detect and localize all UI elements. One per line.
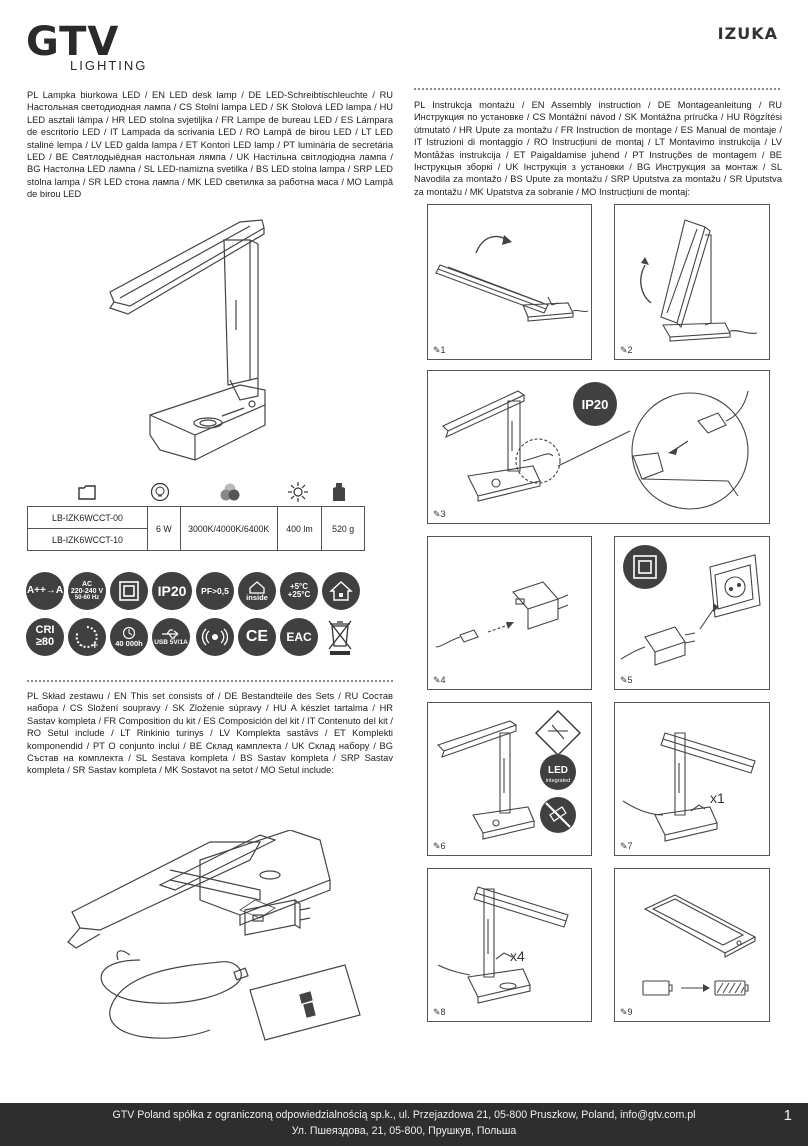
step-3-ip-label: IP20	[581, 397, 609, 412]
step-6-diagram	[428, 703, 591, 855]
step-6-led-label: LED	[548, 765, 568, 776]
product-name: IZUKA	[717, 24, 778, 43]
temp-min: +5°C	[289, 581, 309, 591]
ac-label: AC	[81, 580, 93, 588]
lifetime-label: 40 000h	[115, 639, 143, 649]
eac-label: EAC	[286, 629, 312, 644]
step-number-3: ✎3	[433, 509, 446, 519]
step-panel-2	[614, 204, 770, 360]
step-number-2: ✎2	[620, 345, 633, 355]
step-2-diagram	[615, 205, 769, 359]
ac-voltage-badge	[68, 572, 106, 610]
double-square-icon	[118, 580, 140, 602]
clock-icon	[122, 626, 136, 640]
step-7-diagram	[615, 703, 769, 855]
step-panel-4	[427, 536, 592, 690]
step-number-7: ✎7	[620, 841, 633, 851]
weee-bin-icon	[326, 618, 354, 656]
step-6-integrated-label: integrated	[545, 778, 571, 784]
spec-cct: 3000K/4000K/6400K	[180, 507, 277, 551]
usb-label: USB 5V/1A	[154, 638, 188, 646]
cri-label: CRI	[35, 624, 55, 637]
wireless-charging-badge	[196, 618, 234, 656]
usb-icon	[160, 628, 182, 640]
step-3-diagram	[428, 371, 769, 523]
home-arrow-icon	[329, 580, 353, 602]
eac-badge	[280, 618, 318, 656]
step-panel-7	[614, 702, 770, 856]
svg-text:+: +	[91, 641, 99, 650]
step-panel-9	[614, 868, 770, 1022]
temp-max: +25°C	[287, 590, 311, 599]
color-temperature-icon	[219, 482, 241, 502]
dimming-badge	[68, 618, 106, 656]
brand-logo: GTV	[26, 19, 120, 65]
step-9-diagram	[615, 869, 769, 1021]
pf-badge	[196, 572, 234, 610]
step-5-diagram	[615, 537, 769, 689]
footer-address-ru: Ул. Пшеяздова, 21, 05-800, Прушкув, Польша	[291, 1125, 517, 1137]
svg-text:-: -	[79, 641, 83, 650]
footer-company-address: GTV Poland spółka z ograniczoną odpowiedzialnością sp.k., ul. Przejazdowa 21, 05-800 Pruszkow, Poland, info@gtv.com.pl	[112, 1109, 696, 1121]
power-bulb-icon	[150, 482, 170, 502]
step-8-diagram	[428, 869, 591, 1021]
kit-divider	[27, 680, 393, 682]
step-number-9: ✎9	[620, 1007, 633, 1017]
step-panel-8	[427, 868, 592, 1022]
indoor-badge	[322, 572, 360, 610]
ip20-badge	[152, 572, 192, 610]
weight-icon	[331, 482, 347, 502]
cri-badge	[26, 618, 64, 656]
step-panel-5	[614, 536, 770, 690]
brand-sub: LIGHTING	[70, 58, 148, 73]
indoor-use-badge	[238, 572, 276, 610]
wireless-signal-icon	[202, 628, 228, 646]
page-number: 1	[783, 1107, 792, 1124]
intro-text: PL Lampka biurkowa LED / EN LED desk lamp / DE LED-Schreibtischleuchte / RU Настольная светодиодная лампа / CS Stolní lampa LED / SK Stolová LED lampa / HU LED asztali lámpa / HR LED stolna svjetiljka / FR Lampe de bureau LED / ES Lámpara de escritorio LED / IT Lampada da scrivania LED / RO Lampă de birou LED / LT LED stalinė lempa / LV LED galda lampa / ET Kontori LED lamp / PT luminária de secretária LED / BE Святлодыёдная настольная лямпа / UK Настільна світлодіодна лампа / BG Настолна LED лампа / SL LED-namizna svetilka / BS LED stolna lampa / SRP LED stolna lampa / SR LED стона лампа / MK LED светилка за работна маса / MO Lampă de birou LED	[27, 90, 393, 200]
pf-label: PF>0,5	[201, 585, 229, 596]
energy-class-badge	[26, 572, 64, 610]
ip-label: IP20	[157, 582, 187, 599]
step-number-5: ✎5	[620, 675, 633, 685]
spec-power: 6 W	[147, 507, 180, 551]
dimmer-icon	[74, 624, 100, 650]
cri-value: ≥80	[35, 636, 55, 648]
assembly-divider	[414, 88, 780, 90]
model-code-2: LB-IZK6WCCT-10	[28, 529, 148, 551]
energy-class-label: A++→A	[26, 584, 64, 596]
step-number-8: ✎8	[433, 1007, 446, 1017]
ac-voltage: 220-240 V	[70, 587, 104, 595]
step-4-diagram	[428, 537, 591, 689]
step-number-1: ✎1	[433, 345, 446, 355]
footer	[0, 1103, 808, 1146]
ac-freq: 50-60 Hz	[74, 595, 100, 602]
model-code-1: LB-IZK6WCCT-00	[28, 507, 148, 529]
step-panel-6	[427, 702, 592, 856]
step-7-quantity: x1	[710, 790, 725, 806]
class-ii-badge	[110, 572, 148, 610]
step-1-diagram	[428, 205, 591, 359]
kit-contents-illustration	[60, 830, 400, 1090]
house-icon	[248, 580, 266, 594]
step-panel-1	[427, 204, 592, 360]
assembly-title: PL Instrukcja montażu / EN Assembly instruction / DE Montageanleitung / RU Инструкция по установке / CS Montážní návod / SK Montážna príručka / HU Rögzítési útmutató / HR Upute za montažu / FR Instruction de montage / ES Manual de montaje / IT Istruzioni di montaggio / RO Instrucțiuni de montaj / LT Montavimo instrukcija / LV Montāžas instrukcija / ET Paigaldamise juhend / PT Instruções de montagem / BE Інструкцыя зборкі / UK Інструкція з установки / BG Инструкция за монтаж / SL Navodila za montažo / BS Upute za montažu / SRP Uputstva za montažu / SR Uputstva za montažu / MK Upatstva za sobranie / MO Instrucțiuni de montaj:	[414, 100, 782, 197]
lumen-sun-icon	[287, 481, 309, 503]
temperature-badge	[280, 572, 318, 610]
spec-weight: 520 g	[322, 507, 365, 551]
step-8-quantity: x4	[510, 948, 525, 964]
step-panel-3	[427, 370, 770, 524]
spec-lumen: 400 lm	[277, 507, 322, 551]
kit-title: PL Skład zestawu / EN This set consists of / DE Bestandteile des Sets / RU Состав набора / CS Složení soupravy / SK Zloženie súpravy / HU A készlet tartalma / HR Sastav kompleta / FR Composition du kit / ES Composición del kit / IT Contenuto del kit / RO Setul include / LT Rinkinio turinys / LV Komplekta sastāvs / ET Komplekti komponendid / PT O conjunto inclui / BE Склад камплекта / UK Склад набору / BG Състав на комплекта / SL Sestava kompleta / BS Sastav kompleta / SRP Sastav kompleta / SR Sastav kompleta / MK Sostavot na setot / MO Setul include:	[27, 691, 393, 776]
ce-badge	[238, 618, 276, 656]
step-number-6: ✎6	[433, 841, 446, 851]
model-folder-icon	[78, 484, 96, 500]
inside-label: inside	[246, 593, 268, 603]
lamp-illustration	[100, 210, 300, 465]
spec-table	[27, 506, 365, 551]
ce-label: CE	[245, 627, 269, 645]
lifetime-badge	[110, 618, 148, 656]
usb-badge	[152, 618, 190, 656]
step-number-4: ✎4	[433, 675, 446, 685]
